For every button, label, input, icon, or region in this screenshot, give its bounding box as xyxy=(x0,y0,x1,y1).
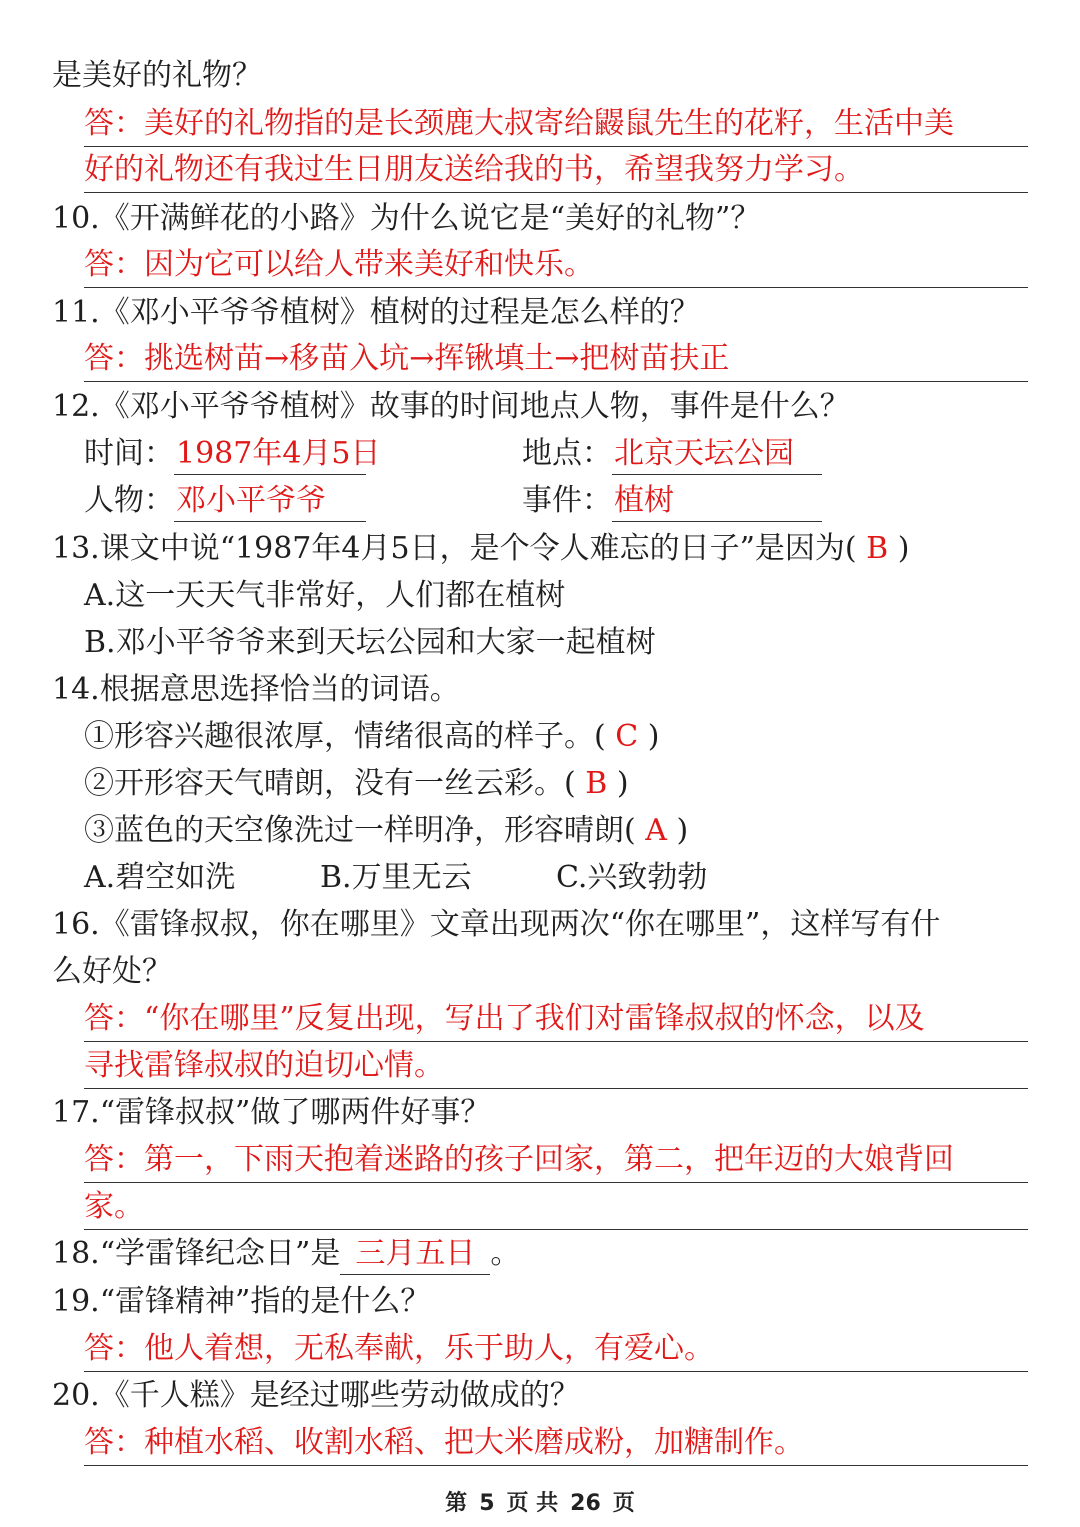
item-1-answer: C xyxy=(615,719,639,754)
choice-b: B.万里无云 xyxy=(320,860,472,895)
option-13-b: B.邓小平爷爷来到天坛公园和大家一起植树 xyxy=(84,625,656,660)
question-13-close: ) xyxy=(897,531,910,566)
question-16-line-1: 16.《雷锋叔叔，你在哪里》文章出现两次“你在哪里”，这样写有什 xyxy=(52,907,941,942)
place-field xyxy=(522,434,822,475)
time-field xyxy=(84,434,381,475)
item-2-answer: B xyxy=(585,766,608,801)
footer-suffix: 页 xyxy=(612,1491,635,1516)
question-18-text: 18.“学雷锋纪念日”是 xyxy=(52,1236,341,1271)
question-11: 11.《邓小平爷爷植树》植树的过程是怎么样的？ xyxy=(52,295,700,330)
item-2-text: ②开形容天气晴朗，没有一丝云彩。( xyxy=(84,766,576,801)
choice-a: A.碧空如洗 xyxy=(84,860,236,895)
page-total: 26 xyxy=(570,1491,601,1516)
event-label: 事件： xyxy=(522,483,612,518)
place-value: 北京天坛公园 xyxy=(612,434,822,475)
page-number: 5 xyxy=(479,1491,495,1516)
question-18 xyxy=(52,1234,520,1275)
question-12: 12.《邓小平爷爷植树》故事的时间地点人物，事件是什么？ xyxy=(52,389,850,424)
person-field xyxy=(84,481,366,522)
footer-prefix: 第 xyxy=(445,1491,468,1516)
option-13-a: A.这一天天气非常好，人们都在植树 xyxy=(84,578,566,613)
event-value: 植树 xyxy=(612,481,822,522)
page-footer xyxy=(0,1486,1080,1517)
question-14-item-1 xyxy=(84,717,660,757)
answer-9-line-2: 好的礼物还有我过生日朋友送给我的书，希望我努力学习。 xyxy=(84,150,1028,193)
person-value: 邓小平爷爷 xyxy=(174,481,366,522)
question-20: 20.《千人糕》是经过哪些劳动做成的？ xyxy=(52,1378,580,1413)
footer-mid: 页 共 xyxy=(506,1491,559,1516)
answer-9-line-1: 答：美好的礼物指的是长颈鹿大叔寄给鼹鼠先生的花籽，生活中美 xyxy=(84,104,1028,147)
question-14-item-3 xyxy=(84,811,688,851)
answer-10: 答：因为它可以给人带来美好和快乐。 xyxy=(84,245,1028,288)
item-1-close: ) xyxy=(647,719,660,754)
item-2-close: ) xyxy=(616,766,629,801)
question-18-answer: 三月五日 xyxy=(340,1234,490,1275)
item-3-text: ③蓝色的天空像洗过一样明净，形容晴朗( xyxy=(84,813,636,848)
answer-11: 答：挑选树苗→移苗入坑→挥锹填土→把树苗扶正 xyxy=(84,339,1028,382)
question-16-line-2: 么好处？ xyxy=(52,954,172,989)
choice-c: C.兴致勃勃 xyxy=(556,860,708,895)
question-14: 14.根据意思选择恰当的词语。 xyxy=(52,672,460,707)
answer-19: 答：他人着想，无私奉献，乐于助人，有爱心。 xyxy=(84,1329,1028,1372)
question-19: 19.“雷锋精神”指的是什么？ xyxy=(52,1284,431,1319)
item-3-close: ) xyxy=(676,813,689,848)
answer-17-line-2: 家。 xyxy=(84,1187,1028,1230)
person-label: 人物： xyxy=(84,483,174,518)
question-18-end: 。 xyxy=(490,1236,521,1271)
answer-16-line-1: 答：“你在哪里”反复出现，写出了我们对雷锋叔叔的怀念，以及 xyxy=(84,999,1028,1042)
item-1-text: ①形容兴趣很浓厚，情绪很高的样子。( xyxy=(84,719,606,754)
answer-20: 答：种植水稻、收割水稻、把大米磨成粉，加糖制作。 xyxy=(84,1423,1028,1466)
question-14-item-2 xyxy=(84,764,629,804)
question-10: 10.《开满鲜花的小路》为什么说它是“美好的礼物”？ xyxy=(52,201,761,236)
question-9-tail: 是美好的礼物？ xyxy=(52,58,262,93)
item-3-answer: A xyxy=(645,813,667,848)
event-field xyxy=(522,481,822,522)
time-value: 1987年4月5日 xyxy=(174,434,366,475)
time-label: 时间： xyxy=(84,436,174,471)
question-17: 17.“雷锋叔叔”做了哪两件好事？ xyxy=(52,1095,491,1130)
answer-16-line-2: 寻找雷锋叔叔的迫切心情。 xyxy=(84,1046,1028,1089)
answer-17-line-1: 答：第一，下雨天抱着迷路的孩子回家，第二，把年迈的大娘背回 xyxy=(84,1140,1028,1183)
place-label: 地点： xyxy=(522,436,612,471)
question-13-text: 13.课文中说“1987年4月5日，是个令人难忘的日子”是因为( xyxy=(52,531,857,566)
question-13 xyxy=(52,529,909,569)
question-13-answer: B xyxy=(866,531,889,566)
